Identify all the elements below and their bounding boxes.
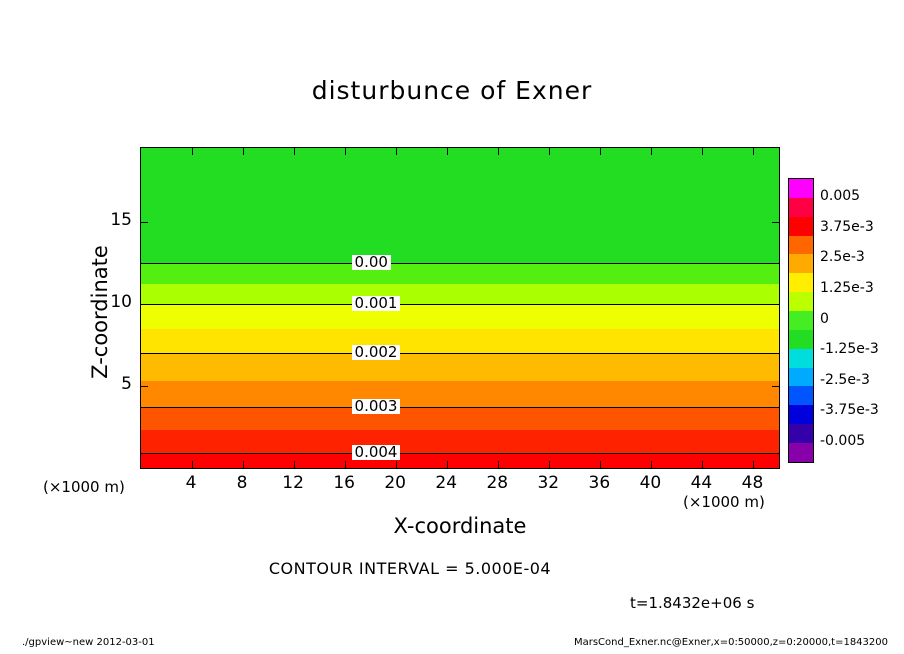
- colorbar-segment: [789, 292, 813, 311]
- colorbar-segment: [789, 424, 813, 443]
- colorbar-segment: [789, 311, 813, 330]
- colorbar-segment: [789, 368, 813, 387]
- x-axis-tick: [294, 148, 295, 155]
- x-axis-unit: (×1000 m): [683, 493, 765, 511]
- x-axis-tick-label: 36: [588, 473, 611, 493]
- x-axis-tick: [600, 461, 601, 468]
- contour-band: [141, 407, 779, 430]
- x-axis-tick: [600, 148, 601, 155]
- contour-line: [141, 353, 779, 354]
- x-axis-tick: [651, 148, 652, 155]
- colorbar-tick-label: -3.75e-3: [820, 402, 879, 419]
- x-axis-tick-label: 28: [486, 473, 509, 493]
- y-axis-tick: [772, 386, 779, 387]
- y-axis-tick: [141, 304, 148, 305]
- x-axis-tick: [294, 461, 295, 468]
- colorbar-tick-label: -0.005: [820, 433, 866, 450]
- contour-interval-caption: CONTOUR INTERVAL = 5.000E-04: [268, 559, 552, 578]
- contour-label: 0.004: [352, 445, 401, 460]
- contour-label: 0.002: [352, 345, 401, 360]
- y-axis-tick: [141, 386, 148, 387]
- y-axis-title: Z-coordinate: [88, 245, 112, 379]
- colorbar-segment: [789, 349, 813, 368]
- contour-band: [141, 148, 779, 263]
- colorbar-tick-label: -1.25e-3: [820, 341, 879, 358]
- y-axis-unit: (×1000 m): [43, 478, 125, 496]
- y-axis-tick: [772, 222, 779, 223]
- colorbar-segment: [789, 405, 813, 424]
- contour-band: [141, 304, 779, 329]
- contour-line: [141, 407, 779, 408]
- x-axis-title: X-coordinate: [393, 514, 527, 538]
- y-axis-tick-label: 5: [121, 373, 132, 394]
- contour-band: [141, 329, 779, 354]
- contour-band: [141, 353, 779, 381]
- x-axis-tick: [396, 461, 397, 468]
- colorbar-segment: [789, 443, 813, 462]
- colorbar-segment: [789, 273, 813, 292]
- colorbar-tick-label: 0: [820, 310, 829, 327]
- colorbar-tick-label: 3.75e-3: [820, 218, 874, 235]
- colorbar-segment: [789, 330, 813, 349]
- contour-line: [141, 453, 779, 454]
- footer-left: ./gpview~new 2012-03-01: [22, 637, 155, 648]
- colorbar-segment: [789, 198, 813, 217]
- contour-band: [141, 430, 779, 453]
- contour-line: [141, 263, 779, 264]
- x-axis-tick: [243, 148, 244, 155]
- colorbar-tick-label: 1.25e-3: [820, 279, 874, 296]
- colorbar-segment: [789, 236, 813, 255]
- colorbar-segment: [789, 179, 813, 198]
- contour-label: 0.003: [352, 399, 401, 414]
- x-axis-tick-label: 24: [435, 473, 458, 493]
- contour-line: [141, 304, 779, 305]
- x-axis-tick: [243, 461, 244, 468]
- x-axis-tick: [498, 461, 499, 468]
- contour-band: [141, 263, 779, 284]
- colorbar-segment: [789, 217, 813, 236]
- x-axis-tick: [447, 148, 448, 155]
- colorbar-segment: [789, 254, 813, 273]
- x-axis-tick: [396, 148, 397, 155]
- contour-band: [141, 381, 779, 407]
- y-axis-tick-label: 15: [110, 209, 132, 230]
- x-axis-tick-label: 8: [236, 473, 248, 493]
- colorbar-tick-label: 2.5e-3: [820, 249, 865, 266]
- x-axis-tick: [753, 461, 754, 468]
- x-axis-tick: [192, 461, 193, 468]
- x-axis-tick-label: 48: [741, 473, 764, 493]
- colorbar-tick-label: 0.005: [820, 187, 861, 204]
- x-axis-tick-label: 12: [282, 473, 304, 493]
- x-axis-tick-label: 40: [639, 473, 662, 493]
- x-axis-tick: [702, 148, 703, 155]
- x-axis-tick: [753, 148, 754, 155]
- contour-plot-area: [140, 147, 780, 469]
- contour-label: 0.00: [352, 255, 391, 270]
- colorbar-tick-label: -2.5e-3: [820, 371, 870, 388]
- page-title: disturbunce of Exner: [311, 76, 593, 105]
- y-axis-tick: [772, 304, 779, 305]
- x-axis-tick: [651, 461, 652, 468]
- colorbar: [788, 178, 814, 463]
- contour-band: [141, 284, 779, 304]
- x-axis-tick: [498, 148, 499, 155]
- x-axis-tick-label: 16: [333, 473, 355, 493]
- footer-right: MarsCond_Exner.nc@Exner,x=0:50000,z=0:20000,t=1843200: [573, 637, 888, 648]
- x-axis-tick-label: 20: [384, 473, 406, 493]
- colorbar-segment: [789, 386, 813, 405]
- x-axis-tick-label: 4: [185, 473, 197, 493]
- contour-label: 0.001: [352, 296, 401, 311]
- x-axis-tick-label: 32: [537, 473, 560, 493]
- contour-band: [141, 453, 779, 468]
- x-axis-tick: [702, 461, 703, 468]
- x-axis-tick: [549, 148, 550, 155]
- time-stamp: t=1.8432e+06 s: [630, 594, 755, 612]
- y-axis-tick: [141, 222, 148, 223]
- y-axis-tick-label: 10: [110, 291, 132, 312]
- x-axis-tick: [447, 461, 448, 468]
- x-axis-tick: [549, 461, 550, 468]
- x-axis-tick: [192, 148, 193, 155]
- x-axis-tick-label: 44: [690, 473, 713, 493]
- x-axis-tick: [345, 148, 346, 155]
- x-axis-tick: [345, 461, 346, 468]
